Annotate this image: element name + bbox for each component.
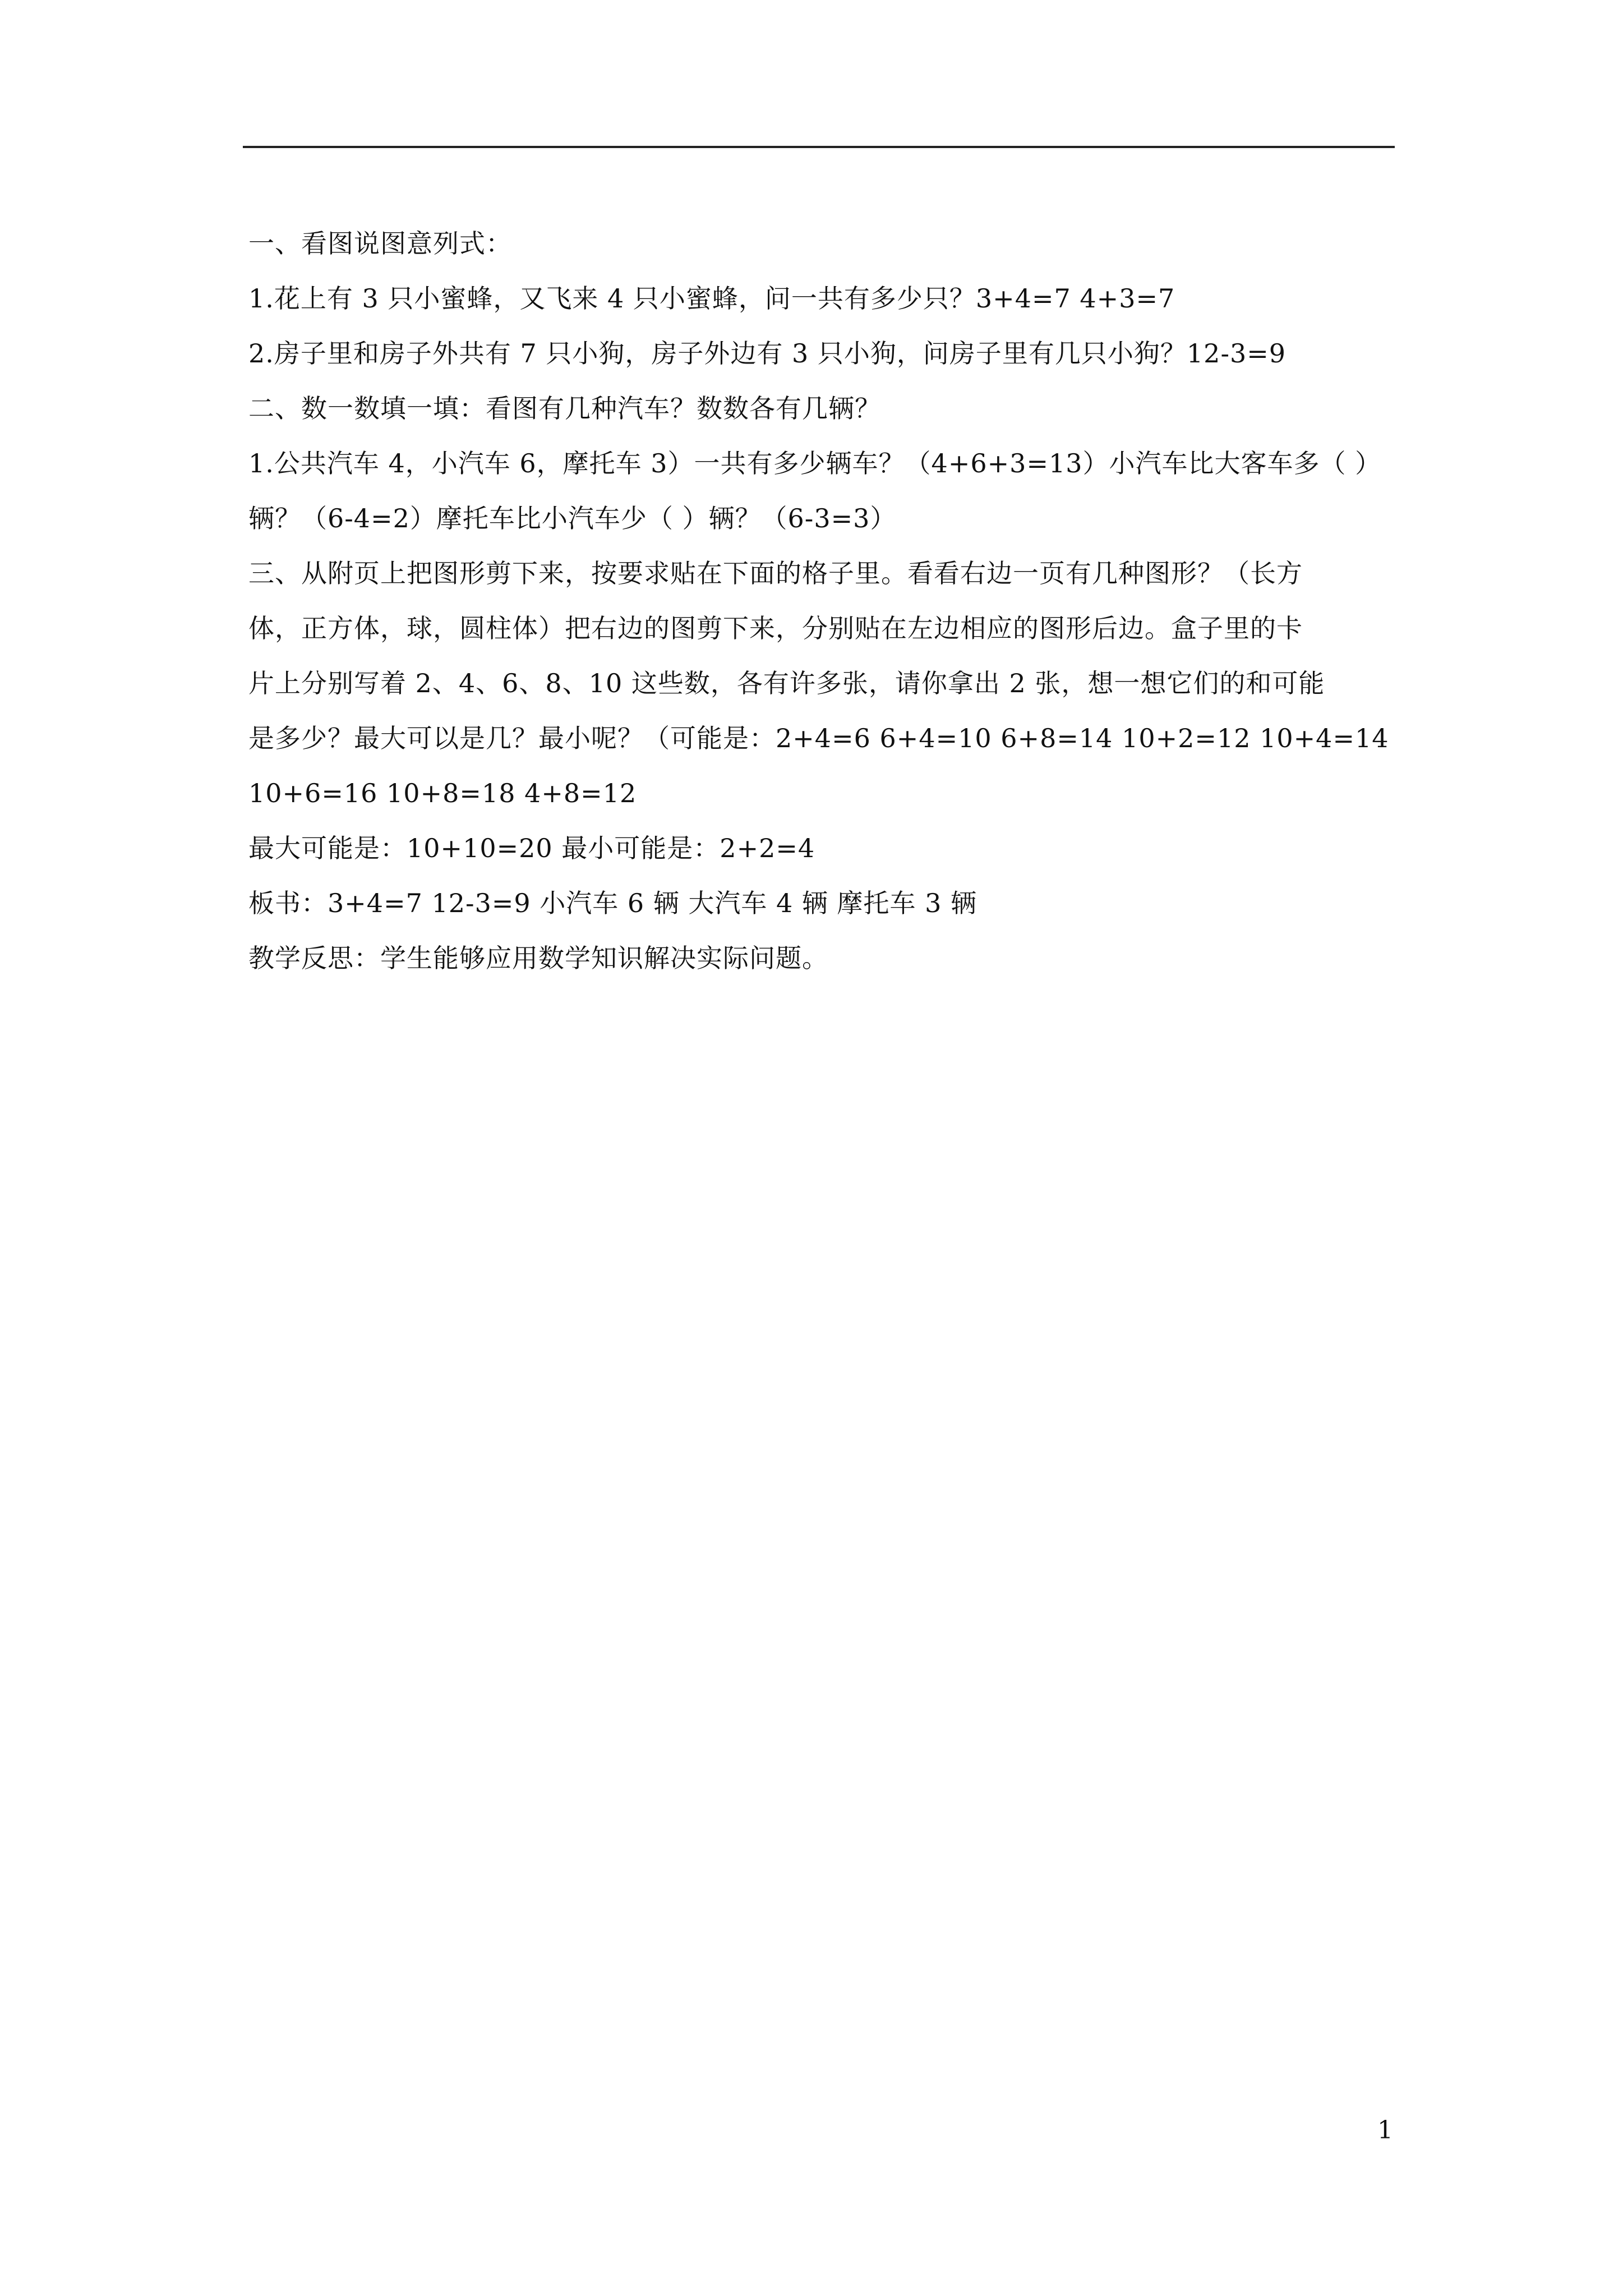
section-2-heading: 二、数一数填一填：看图有几种汽车？数数各有几辆？ — [248, 393, 881, 424]
text-line: 最大可能是：10+10=20 最小可能是：2+2=4 — [248, 833, 815, 863]
section-3-heading: 三、从附页上把图形剪下来，按要求贴在下面的格子里。看看右边一页有几种图形？（长方 — [248, 558, 1303, 588]
text-line: 2.房子里和房子外共有 7 只小狗，房子外边有 3 只小狗，问房子里有几只小狗？12-3=9 — [248, 338, 1287, 369]
header-rule — [243, 146, 1395, 148]
board-notes-line: 板书：3+4=7 12-3=9 小汽车 6 辆 大汽车 4 辆 摩托车 3 辆 — [248, 888, 978, 918]
text-line: 1.公共汽车 4，小汽车 6，摩托车 3）一共有多少辆车？（4+6+3=13）小汽车比大客车多（ ） — [248, 448, 1382, 478]
text-line: 是多少？最大可以是几？最小呢？（可能是：2+4=6 6+4=10 6+8=14 10+2=12 10+4=14 — [248, 723, 1389, 753]
section-1-heading: 一、看图说图意列式： — [248, 228, 512, 259]
text-line: 体，正方体，球，圆柱体）把右边的图剪下来，分别贴在左边相应的图形后边。盒子里的卡 — [248, 613, 1303, 643]
text-line: 10+6=16 10+8=18 4+8=12 — [248, 778, 637, 808]
text-line: 1.花上有 3 只小蜜蜂，又飞来 4 只小蜜蜂，问一共有多少只？3+4=7 4+3=7 — [248, 283, 1175, 314]
text-line: 片上分别写着 2、4、6、8、10 这些数，各有许多张，请你拿出 2 张，想一想它们的和可能 — [248, 668, 1325, 698]
page-number: 1 — [1377, 2116, 1393, 2145]
teaching-reflection-line: 教学反思：学生能够应用数学知识解决实际问题。 — [248, 943, 828, 973]
document-body — [248, 216, 1398, 986]
text-line: 辆？（6-4=2）摩托车比小汽车少（ ）辆？（6-3=3） — [248, 503, 897, 533]
